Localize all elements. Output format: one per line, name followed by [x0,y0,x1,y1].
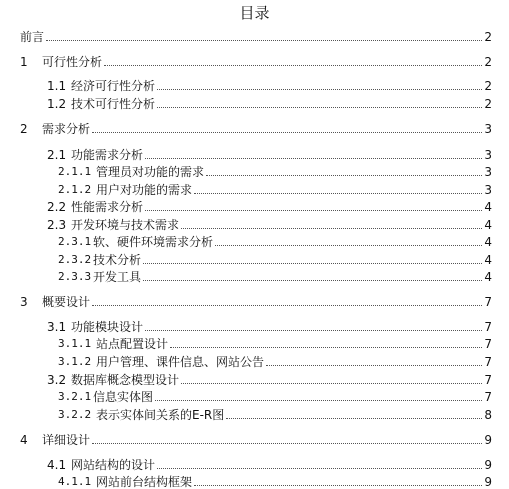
toc-entry-subsection-3-2-2[interactable] [58,404,492,422]
toc-leader [157,468,482,469]
toc-entry-text: 功能需求分析 [71,148,144,162]
toc-entry-subsection-2-3-3[interactable] [58,266,492,284]
toc-entry-text: 站点配置设计 [96,337,169,351]
toc-entry-number: 1.2 [47,97,67,111]
toc-entry-subsection-4-1-1[interactable] [58,471,492,489]
toc-entry-number: 1 [20,55,28,69]
toc-leader [194,193,482,194]
toc-entry-number: 2.1.2 [58,183,92,196]
toc-entry-text: 前言 [20,30,45,44]
toc-leader [266,365,482,366]
toc-entry-text: 详细设计 [42,433,91,447]
toc-entry-section-1-2[interactable] [47,93,492,111]
toc-leader [92,443,482,444]
toc-entry-number: 2.3.3 [58,270,92,283]
toc-entry-text: 表示实体间关系的E-R图 [96,408,225,422]
toc-entry-number: 3.1.1 [58,337,92,350]
toc-entry-text: 开发工具 [93,270,142,284]
toc-entry-number: 4.1 [47,458,67,472]
toc-leader [181,383,482,384]
toc-entry-text: 性能需求分析 [71,200,144,214]
toc-entry-number: 2.3.2 [58,253,92,266]
toc-entry-number: 3.2.1 [58,390,92,403]
toc-entry-section-3-2[interactable] [47,369,492,387]
toc-entry-page: 7 [484,320,492,334]
page-title: 目录 [239,4,270,22]
toc-leader [145,210,482,211]
toc-entry-text: 网站前台结构框架 [96,475,193,489]
toc-entry-section-1-1[interactable] [47,75,492,93]
toc-entry-number: 3.2.2 [58,408,92,421]
toc-entry-page: 3 [484,122,492,136]
toc-entry-text: 用户管理、课件信息、网站公告 [96,355,265,369]
toc-entry-text: 功能模块设计 [71,320,144,334]
toc-entry-text: 软、硬件环境需求分析 [93,235,214,249]
toc-entry-page: 3 [484,183,492,197]
toc-entry-subsection-2-3-1[interactable] [58,231,492,249]
toc-entry-chapter-2[interactable] [20,118,492,136]
toc-entry-section-2-3[interactable] [47,214,492,232]
toc-entry-subsection-3-1-1[interactable] [58,333,492,351]
toc-entry-text: 可行性分析 [42,55,103,69]
toc-leader [226,418,482,419]
toc-entry-section-3-1[interactable] [47,316,492,334]
toc-entry-number: 3.1.2 [58,355,92,368]
toc-entry-number: 2.3.1 [58,235,92,248]
toc-leader [155,400,482,401]
toc-entry-text: 数据库概念模型设计 [71,373,180,387]
toc-entry-page: 4 [484,235,492,249]
toc-entry-text: 技术可行性分析 [71,97,156,111]
toc-entry-chapter-1[interactable] [20,51,492,69]
toc-entry-number: 2 [20,122,28,136]
toc-entry-page: 7 [484,355,492,369]
toc-entry-text: 网站结构的设计 [71,458,156,472]
toc-entry-page: 8 [484,408,492,422]
toc-entry-preface[interactable] [20,26,492,44]
toc-leader [170,347,482,348]
toc-entry-page: 4 [484,270,492,284]
toc-entry-number: 3 [20,295,28,309]
toc-entry-chapter-3[interactable] [20,291,492,309]
toc-entry-page: 9 [484,475,492,489]
toc-leader [206,175,482,176]
toc-entry-subsection-3-1-2[interactable] [58,351,492,369]
toc-entry-page: 2 [484,97,492,111]
toc-entry-number: 1.1 [47,79,67,93]
toc-leader [157,89,482,90]
toc-entry-page: 2 [484,55,492,69]
toc-entry-subsection-2-3-2[interactable] [58,249,492,267]
toc-entry-page: 4 [484,218,492,232]
toc-entry-text: 技术分析 [93,253,142,267]
toc-entry-text: 需求分析 [42,122,91,136]
toc-entry-number: 2.3 [47,218,67,232]
toc-entry-page: 9 [484,433,492,447]
toc-entry-page: 9 [484,458,492,472]
toc-leader [215,245,482,246]
toc-entry-section-2-2[interactable] [47,196,492,214]
toc-entry-section-4-1[interactable] [47,454,492,472]
toc-entry-number: 2.2 [47,200,67,214]
toc-entry-number: 4 [20,433,28,447]
toc-entry-number: 3.2 [47,373,67,387]
toc-entry-page: 3 [484,165,492,179]
toc-leader [104,65,482,66]
toc-entry-subsection-3-2-1[interactable] [58,386,492,404]
toc-leader [194,485,482,486]
toc-entry-page: 3 [484,148,492,162]
toc-entry-chapter-4[interactable] [20,429,492,447]
toc-entry-text: 概要设计 [42,295,91,309]
toc-entry-page: 2 [484,79,492,93]
toc-leader [157,107,482,108]
toc-entry-text: 用户对功能的需求 [96,183,193,197]
toc-leader [46,40,482,41]
toc-entry-text: 信息实体图 [93,390,154,404]
toc-entry-page: 4 [484,253,492,267]
toc-entry-page: 7 [484,337,492,351]
toc-leader [145,330,482,331]
toc-leader [143,263,482,264]
toc-entry-page: 7 [484,295,492,309]
toc-leader [92,132,482,133]
toc-leader [143,280,482,281]
toc-entry-page: 7 [484,390,492,404]
toc-entry-text: 经济可行性分析 [71,79,156,93]
toc-entry-number: 2.1.1 [58,165,92,178]
toc-entry-subsection-2-1-1[interactable] [58,161,492,179]
toc-entry-section-2-1[interactable] [47,144,492,162]
toc-entry-text: 开发环境与技术需求 [71,218,180,232]
toc-entry-number: 3.1 [47,320,67,334]
toc-entry-page: 2 [484,30,492,44]
toc-entry-page: 7 [484,373,492,387]
toc-entry-page: 4 [484,200,492,214]
toc-leader [181,228,482,229]
toc-entry-text: 管理员对功能的需求 [96,165,205,179]
toc-entry-number: 4.1.1 [58,475,92,488]
toc-leader [145,158,482,159]
toc-entry-subsection-2-1-2[interactable] [58,179,492,197]
toc-entry-number: 2.1 [47,148,67,162]
toc-leader [92,305,482,306]
